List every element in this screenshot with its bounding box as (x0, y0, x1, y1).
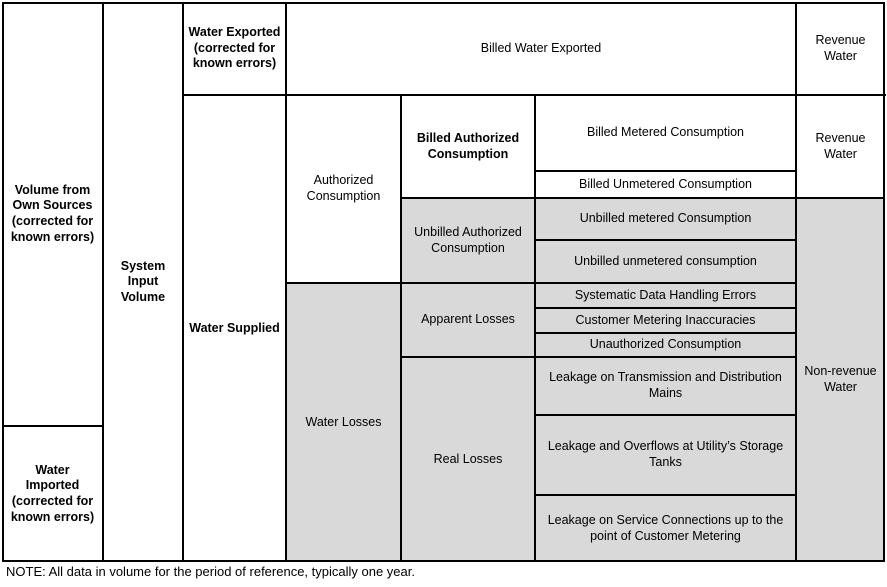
cell-label: Water Losses (305, 414, 382, 429)
cell-label: Water Exported (corrected for known errors) (188, 25, 281, 71)
cell-label: Leakage on Transmission and Distribution Mains (549, 370, 782, 400)
cell-label: Unbilled Authorized Consumption (414, 224, 522, 255)
cell-label: Unbilled unmetered consumption (574, 253, 757, 268)
cell-apparent-losses (401, 283, 535, 357)
cell-leakage-service-connections (535, 495, 796, 562)
cell-authorized-consumption (286, 95, 401, 283)
cell-revenue-water-exported (796, 2, 885, 95)
cell-label: Water Supplied (189, 320, 280, 335)
cell-label: Billed Metered Consumption (586, 125, 745, 140)
cell-unbilled-metered-consumption (535, 198, 796, 240)
cell-revenue-water-billed (796, 95, 885, 198)
cell-label: Unbilled metered Consumption (579, 211, 752, 226)
cell-label: Leakage on Service Connections up to the point of Customer Metering (547, 512, 784, 543)
cell-water-imported (2, 426, 103, 562)
cell-systematic-data-handling-errors (535, 283, 796, 308)
cell-billed-water-exported (286, 2, 796, 95)
cell-volume-own-sources (2, 2, 103, 426)
cell-unbilled-authorized-consumption (401, 198, 535, 283)
cell-billed-metered-consumption (535, 95, 796, 171)
cell-label: Billed Unmetered Consumption (578, 176, 752, 191)
cell-water-losses (286, 283, 401, 562)
cell-label: Volume from Own Sources (corrected for known errors) (10, 182, 95, 244)
cell-label: Real Losses (433, 451, 503, 466)
cell-label: Non-revenue Water (804, 364, 877, 394)
cell-non-revenue-water (796, 198, 885, 562)
cell-label: Water Imported (corrected for known errors) (10, 462, 95, 524)
cell-label: Customer Metering Inaccuracies (575, 312, 756, 327)
cell-label: Systematic Data Handling Errors (574, 287, 757, 302)
cell-real-losses (401, 357, 535, 562)
cell-label: Billed Authorized Consumption (416, 130, 520, 161)
dashed-separator (183, 94, 886, 96)
cell-label: Authorized Consumption (306, 173, 381, 203)
cell-water-exported (183, 2, 286, 95)
cell-leakage-overflows-storage-tanks (535, 415, 796, 495)
cell-label: Revenue Water (815, 32, 866, 63)
cell-billed-unmetered-consumption (535, 171, 796, 198)
cell-label: Apparent Losses (421, 312, 515, 327)
cell-unbilled-unmetered-consumption (535, 240, 796, 283)
cell-customer-metering-inaccuracies (535, 308, 796, 333)
diagram-note: NOTE: All data in volume for the period of reference, typically one year. (6, 564, 415, 579)
cell-water-supplied (183, 95, 286, 562)
cell-unauthorized-consumption (535, 333, 796, 357)
cell-leakage-transmission-distribution-mains (535, 357, 796, 415)
cell-billed-authorized-consumption (401, 95, 535, 198)
cell-system-input-volume (103, 2, 183, 562)
cell-label: System Input Volume (120, 258, 166, 304)
cell-label: Unauthorized Consumption (589, 337, 742, 352)
cell-label: Revenue Water (815, 130, 866, 161)
cell-label: Leakage and Overflows at Utility’s Storage Tanks (547, 439, 784, 469)
cell-label: Billed Water Exported (480, 40, 602, 55)
